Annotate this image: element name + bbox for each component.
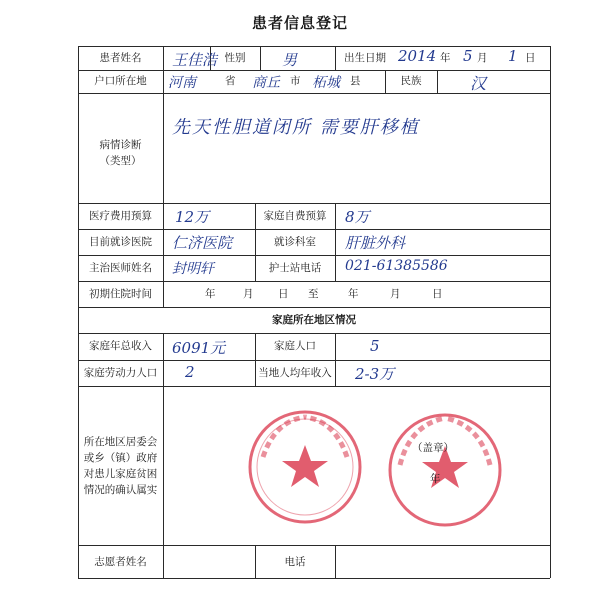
patient-name-value: 王佳浩 xyxy=(172,51,218,69)
section-family-header: 家庭所在地区情况 xyxy=(272,314,356,326)
local-income-label: 当地人均年收入 xyxy=(258,367,332,379)
admission-year-2: 年 xyxy=(348,288,359,300)
confirm-year-label: 年 xyxy=(430,473,441,485)
diagnosis-value: 先天性胆道闭所 需要肝移植 xyxy=(172,117,420,138)
birth-year-label: 年 xyxy=(440,52,451,64)
confirm-label-line1: 所在地区居委会 xyxy=(83,436,158,448)
birth-month-value: 5 xyxy=(463,47,473,65)
diagnosis-label-line2: （类型） xyxy=(99,155,142,167)
birth-year-value: 2014 xyxy=(398,47,437,65)
province-value: 河南 xyxy=(168,75,196,91)
confirm-label-line3: 对患儿家庭贫困 xyxy=(83,468,158,480)
seal-stamp-right xyxy=(385,410,505,530)
local-income-value: 2-3万 xyxy=(355,365,395,383)
seal-note: （盖章） xyxy=(412,442,454,454)
department-label: 就诊科室 xyxy=(274,236,316,248)
medical-budget-label: 医疗费用预算 xyxy=(89,210,152,222)
family-size-value: 5 xyxy=(370,337,380,355)
admission-day-1: 日 xyxy=(278,288,289,300)
family-budget-label: 家庭自费预算 xyxy=(263,210,327,222)
family-size-label: 家庭人口 xyxy=(274,340,316,352)
birth-day-value: 1 xyxy=(508,47,518,65)
admission-month-2: 月 xyxy=(390,288,401,300)
admission-to: 至 xyxy=(308,288,319,300)
city-value: 商丘 xyxy=(252,75,280,91)
nurse-phone-value: 021-61385586 xyxy=(345,258,448,274)
doctor-label: 主治医师姓名 xyxy=(89,262,152,274)
county-value: 柘城 xyxy=(312,75,340,91)
ethnicity-value: 汉 xyxy=(470,74,487,93)
admission-day-2: 日 xyxy=(432,288,443,300)
city-label: 市 xyxy=(290,75,301,87)
ethnicity-label: 民族 xyxy=(400,75,422,87)
patient-name-label: 患者姓名 xyxy=(99,52,142,64)
county-label: 县 xyxy=(350,75,361,87)
admission-time-label: 初期住院时间 xyxy=(89,288,152,300)
form-title: 患者信息登记 xyxy=(251,14,348,32)
hospital-label: 目前就诊医院 xyxy=(89,236,152,248)
admission-month-1: 月 xyxy=(243,288,254,300)
seal-stamp-left xyxy=(245,407,365,527)
doctor-value: 封明轩 xyxy=(172,261,214,277)
family-budget-value: 8万 xyxy=(345,208,370,226)
hospital-value: 仁济医院 xyxy=(172,234,233,252)
admission-year-1: 年 xyxy=(205,288,216,300)
household-label: 户口所在地 xyxy=(94,75,147,87)
birth-day-label: 日 xyxy=(525,52,536,64)
annual-income-label: 家庭年总收入 xyxy=(89,340,152,352)
annual-income-value: 6091元 xyxy=(172,339,226,357)
volunteer-label: 志愿者姓名 xyxy=(94,556,147,568)
confirm-label-line4: 情况的确认属实 xyxy=(83,484,158,496)
birth-month-label: 月 xyxy=(477,52,488,64)
phone-label: 电话 xyxy=(284,556,306,568)
gender-label: 性别 xyxy=(224,52,246,64)
diagnosis-label-line1: 病情诊断 xyxy=(99,139,142,151)
labor-count-label: 家庭劳动力人口 xyxy=(83,367,158,379)
birth-date-label: 出生日期 xyxy=(344,52,386,64)
medical-budget-value: 12万 xyxy=(175,208,210,226)
labor-count-value: 2 xyxy=(185,363,195,381)
gender-value: 男 xyxy=(282,51,298,69)
province-label: 省 xyxy=(225,75,236,87)
confirm-label-line2: 或乡（镇）政府 xyxy=(83,452,158,464)
nurse-phone-label: 护士站电话 xyxy=(268,262,322,274)
department-value: 肝脏外科 xyxy=(345,234,406,252)
